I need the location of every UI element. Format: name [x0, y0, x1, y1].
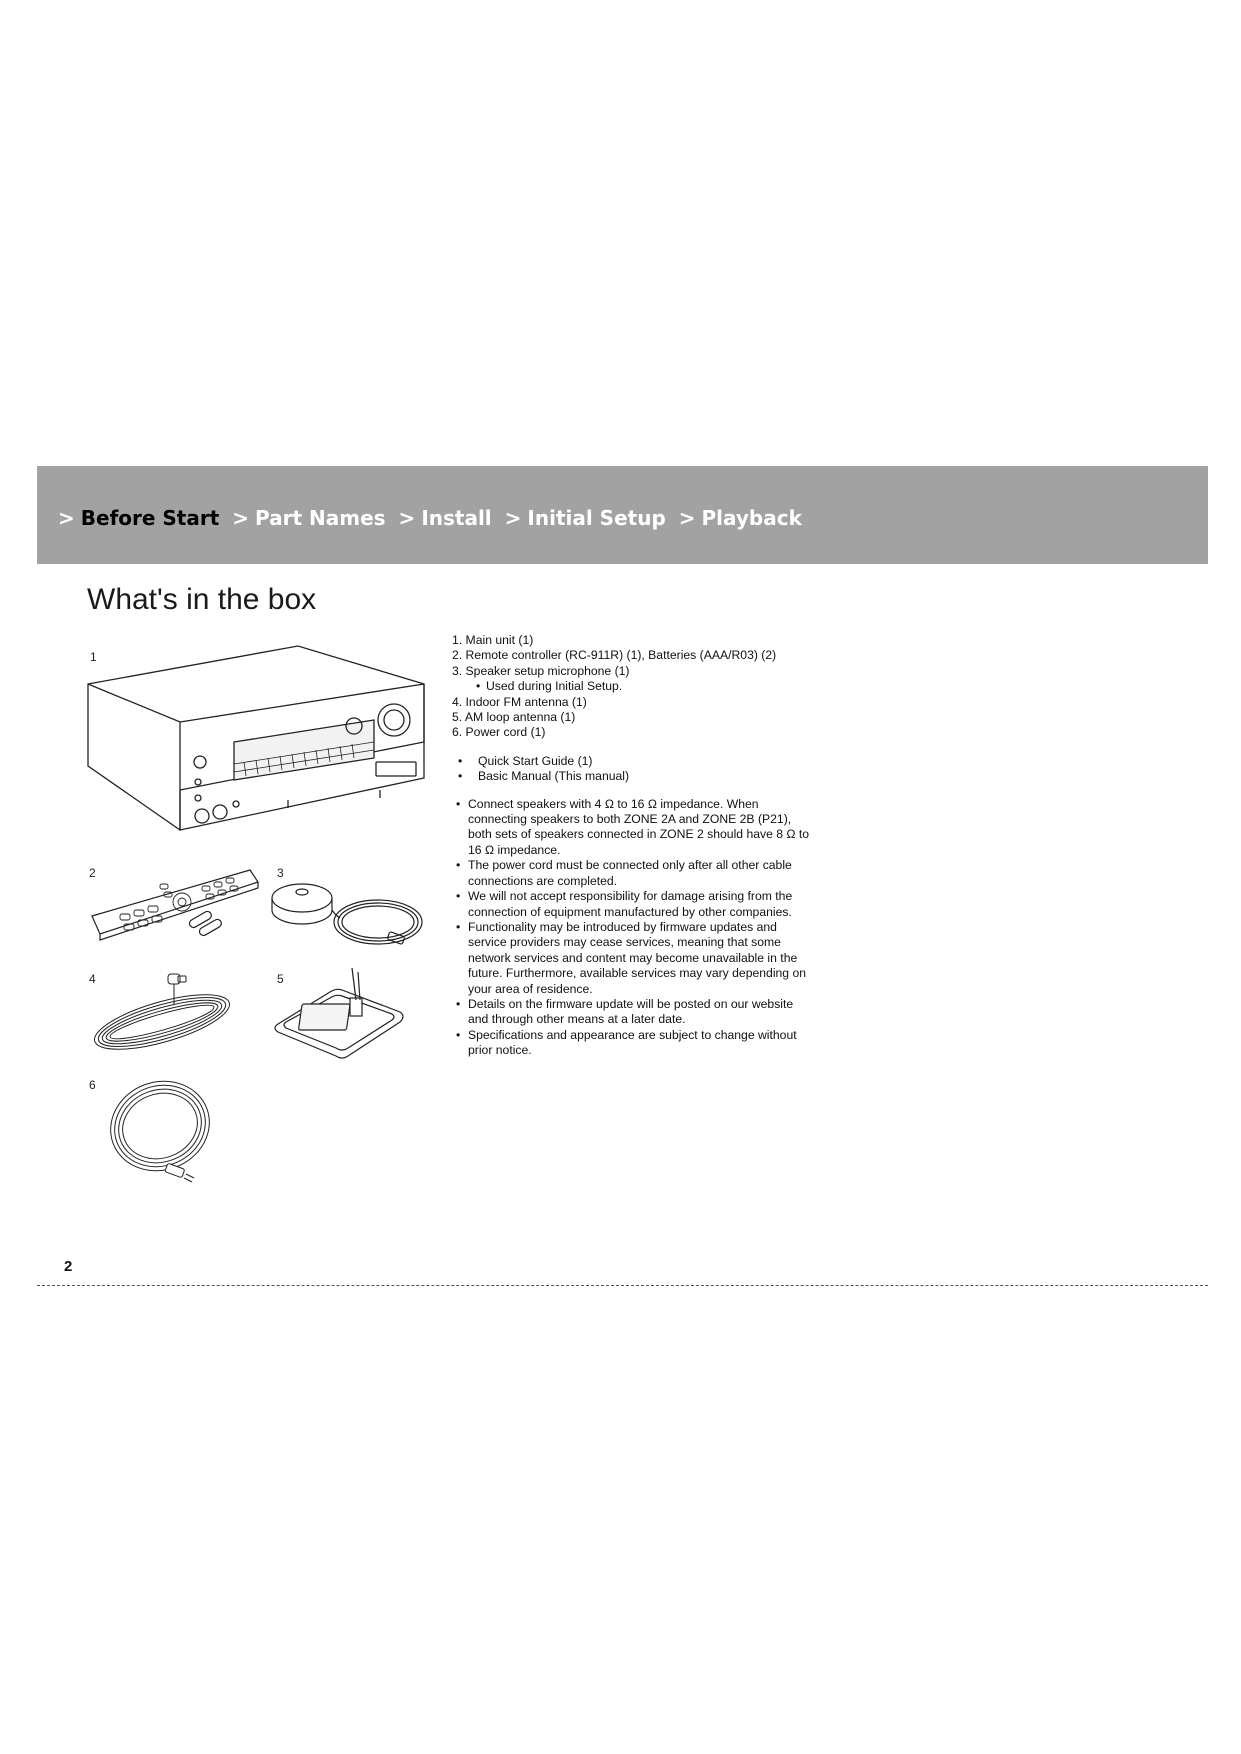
- notes-list: [452, 797, 812, 1059]
- power-cord-illustration: [104, 1078, 220, 1184]
- note-item: • Details on the firmware update will be posted on our website and through other means at a later date.: [452, 997, 812, 1028]
- list-item: • Quick Start Guide (1): [452, 754, 812, 769]
- breadcrumb-before-start[interactable]: Before Start: [80, 506, 220, 530]
- figure-label-main-unit: 1: [90, 650, 97, 664]
- breadcrumb-initial-setup[interactable]: Initial Setup: [527, 506, 666, 530]
- breadcrumb: [58, 506, 808, 530]
- note-item: • We will not accept responsibility for damage arising from the connection of equipment manufactured by other companies.: [452, 889, 812, 920]
- list-item: 3. Speaker setup microphone (1): [452, 663, 630, 678]
- breadcrumb-playback[interactable]: Playback: [701, 506, 802, 530]
- breadcrumb-separator: >: [232, 506, 250, 530]
- list-item: 1. Main unit (1): [452, 633, 534, 647]
- figure-label-fm-antenna: 4: [89, 972, 96, 986]
- sub-note: • Used during Initial Setup.: [452, 679, 812, 694]
- microphone-illustration: [270, 870, 430, 956]
- note-item: • Specifications and appearance are subject to change without prior notice.: [452, 1028, 812, 1059]
- note-item: • The power cord must be connected only after all other cable connections are completed.: [452, 858, 812, 889]
- figure-label-microphone: 3: [277, 866, 284, 880]
- contents-list: [452, 633, 812, 1059]
- fm-antenna-illustration: [90, 970, 240, 1054]
- list-item: 6. Power cord (1): [452, 725, 546, 740]
- list-item: • Basic Manual (This manual): [452, 769, 812, 784]
- list-item: 4. Indoor FM antenna (1): [452, 694, 587, 709]
- breadcrumb-separator: >: [398, 506, 416, 530]
- page-title: What's in the box: [87, 583, 317, 616]
- am-antenna-illustration: [272, 962, 412, 1066]
- main-unit-illustration: [84, 640, 426, 840]
- documents-list: [452, 754, 812, 785]
- bottom-divider: [37, 1285, 1208, 1286]
- breadcrumb-install[interactable]: Install: [421, 506, 492, 530]
- figure-label-power-cord: 6: [89, 1078, 96, 1092]
- figure-label-am-antenna: 5: [277, 972, 284, 986]
- note-item: • Connect speakers with 4 Ω to 16 Ω impedance. When connecting speakers to both ZONE 2A and ZONE 2B (P21), both sets of speakers connected in ZONE 2 should have 8 Ω to 16 Ω impedance.: [452, 797, 812, 859]
- note-item: • Functionality may be introduced by firmware updates and service providers may cease services, meaning that some network services and content may become unavailable in the future. Furthermore, available services may vary depending on your area of residence.: [452, 920, 812, 997]
- breadcrumb-part-names[interactable]: Part Names: [255, 506, 386, 530]
- breadcrumb-separator: >: [58, 506, 75, 530]
- included-items-list: [452, 633, 812, 741]
- breadcrumb-separator: >: [504, 506, 522, 530]
- list-item: 2. Remote controller (RC-911R) (1), Batteries (AAA/R03) (2): [452, 648, 777, 663]
- list-item: 5. AM loop antenna (1): [452, 710, 576, 725]
- figure-label-remote: 2: [89, 866, 96, 880]
- page-number: 2: [64, 1258, 73, 1275]
- remote-controller-illustration: [90, 862, 260, 946]
- breadcrumb-separator: >: [678, 506, 696, 530]
